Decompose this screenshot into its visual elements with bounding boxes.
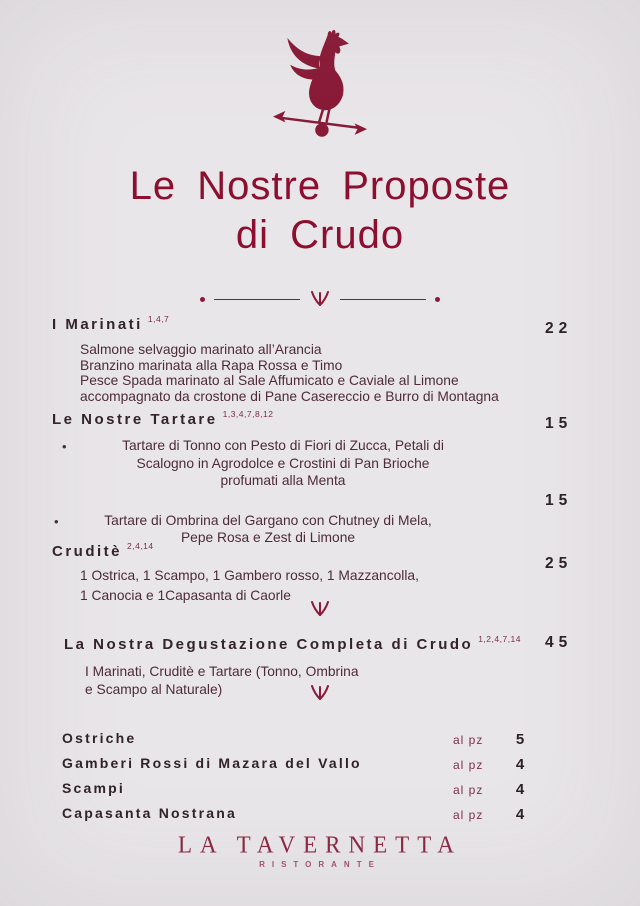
section-ornament <box>0 601 640 617</box>
unit-label: al pz <box>453 733 484 747</box>
page-title <box>0 162 640 260</box>
unit-label: al pz <box>453 758 484 772</box>
page-title-line1: Le Nostre Proposte <box>129 164 511 208</box>
description-line: Tartare di Ombrina del Gargano con Chutney di Mela, <box>104 512 432 528</box>
section-title-tartare <box>52 409 588 428</box>
tartare-item-tonno <box>62 437 478 490</box>
menu-section-crudite <box>52 541 588 606</box>
item-price: 4 <box>515 756 525 773</box>
rooster-weathervane-icon <box>272 24 368 142</box>
divider-rule <box>214 299 300 300</box>
item-name: Scampi <box>62 780 125 796</box>
price-tartare-1: 15 <box>545 415 573 432</box>
tartare-item-lines <box>88 437 478 490</box>
price-tartare-2: 15 <box>545 492 573 509</box>
page-title-line2: di Crudo <box>235 213 405 257</box>
allergen-superscript: 1,2,4,7,14 <box>478 634 522 644</box>
item-price: 4 <box>515 781 525 798</box>
item-name: Gamberi Rossi di Mazara del Vallo <box>62 755 362 771</box>
description-line: Pesce Spada marinato al Sale Affumicato e Caviale al Limone <box>80 373 459 389</box>
item-name: Ostriche <box>62 730 137 746</box>
description-line: accompagnato da crostone di Pane Casereccio e Burro di Montagna <box>80 388 499 404</box>
description-crudite <box>52 566 588 606</box>
description-line: 1 Ostrica, 1 Scampo, 1 Gambero rosso, 1 Mazzancolla, <box>80 568 419 583</box>
divider-dot-icon <box>200 297 205 302</box>
section-title-text: Cruditè <box>52 543 122 560</box>
section-title-text: I Marinati <box>52 316 143 333</box>
menu-section-tartare <box>52 409 588 547</box>
section-ornament <box>0 685 640 701</box>
bullet-icon: • <box>62 439 67 454</box>
description-line: I Marinati, Cruditè e Tartare (Tonno, Ombrina <box>85 664 359 679</box>
description-marinati <box>52 342 588 404</box>
description-line: profumati alla Menta <box>220 473 346 488</box>
per-piece-row <box>52 780 588 802</box>
section-title-text: La Nostra Degustazione Completa di Crudo <box>64 636 474 653</box>
unit-label: al pz <box>453 783 484 797</box>
section-title-marinati <box>52 314 588 333</box>
per-piece-row <box>52 805 588 827</box>
price-crudite: 25 <box>545 555 573 572</box>
bullet-icon: • <box>54 513 59 529</box>
sprout-icon <box>309 685 331 701</box>
description-line: Pepe Rosa e Zest di Limone <box>180 530 356 545</box>
ornamental-divider <box>0 290 640 308</box>
allergen-superscript: 2,4,14 <box>127 541 154 551</box>
brand-subtitle: RISTORANTE <box>259 860 381 869</box>
description-line: Tartare di Tonno con Pesto di Fiori di Zucca, Petali di <box>122 438 444 453</box>
allergen-superscript: 1,4,7 <box>147 314 170 324</box>
menu-section-marinati <box>52 314 588 404</box>
item-price: 5 <box>515 731 525 748</box>
per-piece-row <box>52 730 588 752</box>
sprout-icon <box>309 291 331 307</box>
description-line: 1 Canocia e 1Capasanta di Caorle <box>80 588 291 603</box>
price-marinati: 22 <box>545 320 573 337</box>
description-line: Branzino marinata alla Rapa Rossa e Timo <box>80 357 343 373</box>
item-price: 4 <box>515 806 525 823</box>
description-line: e Scampo al Naturale) <box>85 681 223 697</box>
per-piece-row <box>52 755 588 777</box>
section-title-crudite <box>52 541 588 560</box>
unit-label: al pz <box>453 808 484 822</box>
allergen-superscript: 1,3,4,7,8,12 <box>222 409 274 419</box>
divider-dot-icon <box>435 297 440 302</box>
brand-wordmark: LA TAVERNETTA <box>177 831 463 858</box>
restaurant-logo <box>272 24 368 147</box>
item-name: Capasanta Nostrana <box>62 805 237 821</box>
sprout-icon <box>309 601 331 617</box>
section-title-degustazione <box>52 634 588 653</box>
description-line: Scalogno in Agrodolce e Crostini di Pan Brioche <box>136 455 430 471</box>
price-degustazione: 45 <box>545 634 573 651</box>
description-line: Salmone selvaggio marinato all’Arancia <box>80 342 322 357</box>
section-title-text: Le Nostre Tartare <box>52 411 218 428</box>
divider-rule <box>340 299 426 300</box>
